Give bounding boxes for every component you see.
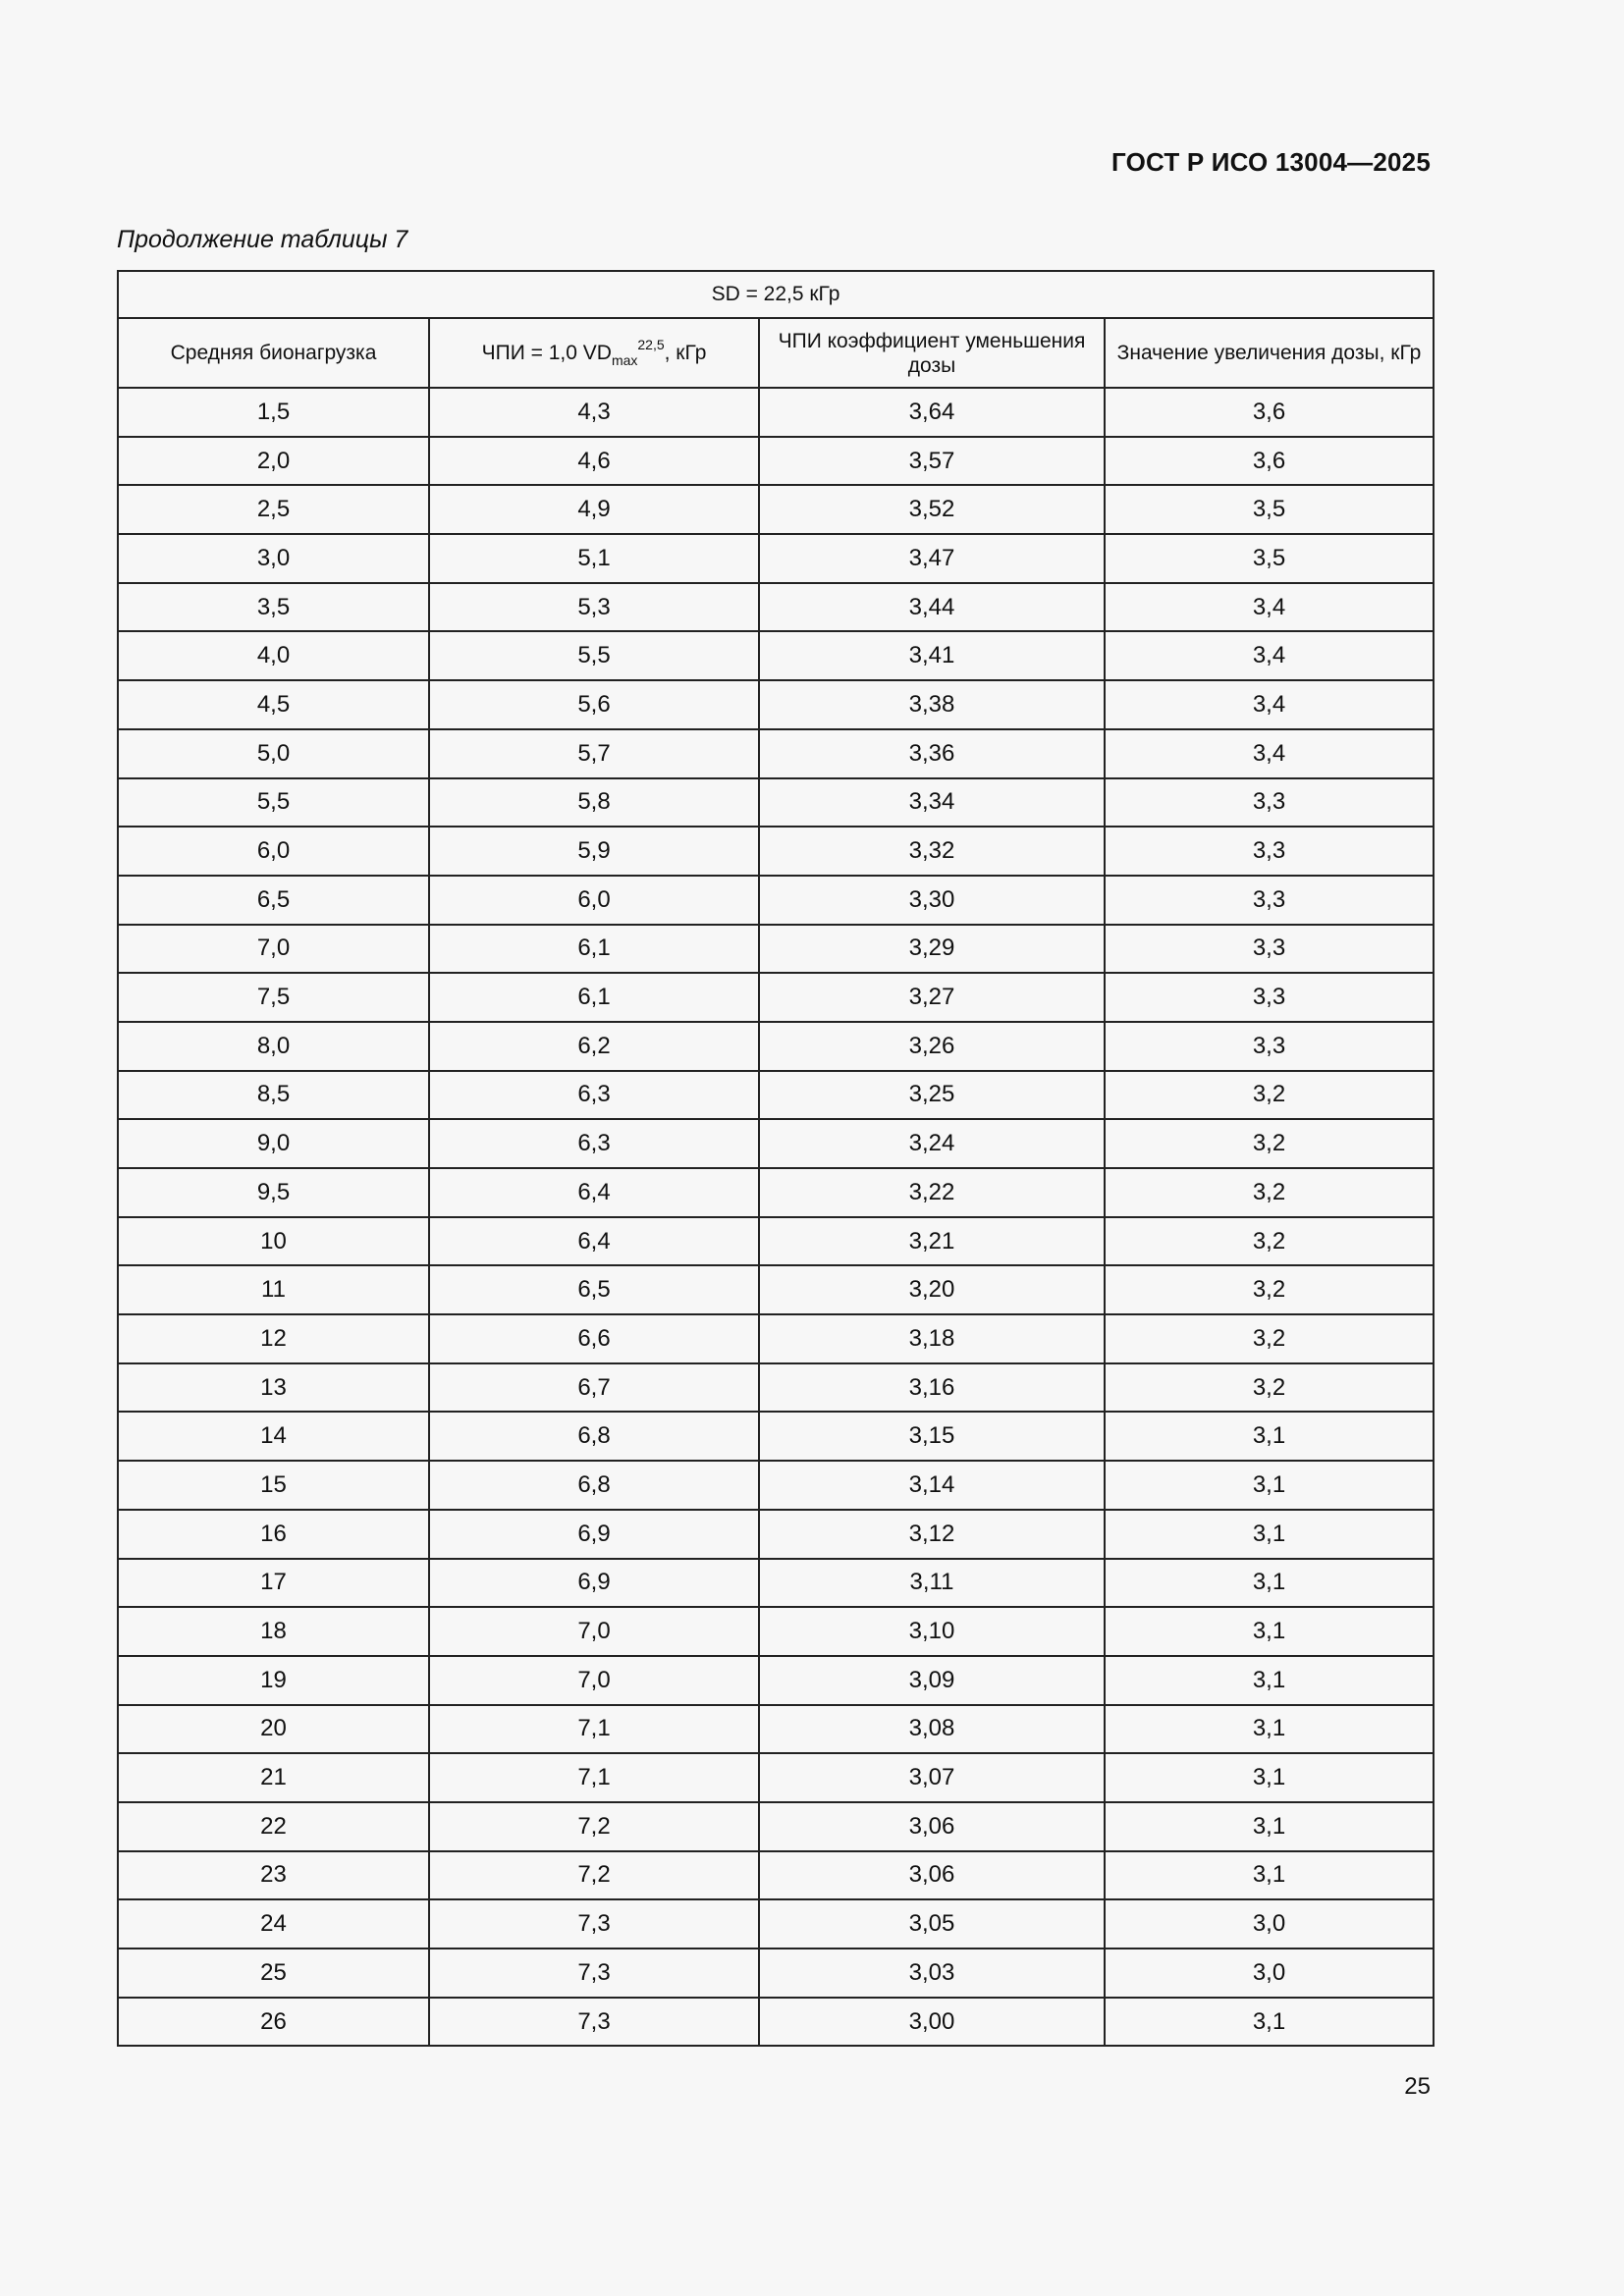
table-row [118, 1851, 1434, 1900]
cell-bioburden: 5,0 [118, 729, 429, 778]
cell-vd-max: 6,1 [429, 925, 759, 974]
cell-dose-increment: 3,5 [1105, 534, 1434, 583]
cell-reduction-factor: 3,15 [759, 1412, 1105, 1461]
cell-vd-max: 6,8 [429, 1461, 759, 1510]
table-row [118, 827, 1434, 876]
cell-bioburden: 9,5 [118, 1168, 429, 1217]
cell-dose-increment: 3,1 [1105, 1461, 1434, 1510]
column-header-row [118, 318, 1434, 388]
table-row [118, 925, 1434, 974]
table-row [118, 876, 1434, 925]
cell-dose-increment: 3,3 [1105, 1022, 1434, 1071]
vd-max-superscript: 22,5 [637, 337, 665, 352]
cell-reduction-factor: 3,38 [759, 680, 1105, 729]
cell-reduction-factor: 3,16 [759, 1363, 1105, 1413]
page-number: 25 [1404, 2073, 1431, 2100]
cell-vd-max: 5,6 [429, 680, 759, 729]
cell-reduction-factor: 3,07 [759, 1753, 1105, 1802]
cell-reduction-factor: 3,18 [759, 1314, 1105, 1363]
cell-reduction-factor: 3,30 [759, 876, 1105, 925]
cell-bioburden: 10 [118, 1217, 429, 1266]
cell-vd-max: 7,1 [429, 1753, 759, 1802]
table-row [118, 388, 1434, 437]
table-caption: Продолжение таблицы 7 [117, 226, 408, 253]
table-row [118, 1899, 1434, 1949]
cell-vd-max: 6,9 [429, 1559, 759, 1608]
cell-dose-increment: 3,3 [1105, 827, 1434, 876]
cell-dose-increment: 3,6 [1105, 437, 1434, 486]
cell-bioburden: 23 [118, 1851, 429, 1900]
cell-bioburden: 11 [118, 1265, 429, 1314]
cell-reduction-factor: 3,10 [759, 1607, 1105, 1656]
cell-reduction-factor: 3,03 [759, 1949, 1105, 1998]
cell-dose-increment: 3,2 [1105, 1265, 1434, 1314]
cell-vd-max: 6,3 [429, 1119, 759, 1168]
table-row [118, 1705, 1434, 1754]
cell-dose-increment: 3,1 [1105, 1753, 1434, 1802]
cell-reduction-factor: 3,34 [759, 778, 1105, 828]
cell-dose-increment: 3,3 [1105, 876, 1434, 925]
table-row [118, 1656, 1434, 1705]
document-code: ГОСТ Р ИСО 13004—2025 [1110, 147, 1431, 177]
cell-reduction-factor: 3,32 [759, 827, 1105, 876]
table-row [118, 583, 1434, 632]
table-row [118, 1753, 1434, 1802]
cell-vd-max: 4,9 [429, 485, 759, 534]
cell-bioburden: 3,5 [118, 583, 429, 632]
table-body [118, 388, 1434, 2046]
cell-reduction-factor: 3,64 [759, 388, 1105, 437]
cell-reduction-factor: 3,44 [759, 583, 1105, 632]
cell-dose-increment: 3,4 [1105, 729, 1434, 778]
vd-max-subscript: max [611, 352, 638, 368]
cell-reduction-factor: 3,12 [759, 1510, 1105, 1559]
table-row [118, 1363, 1434, 1413]
cell-vd-max: 5,9 [429, 827, 759, 876]
cell-reduction-factor: 3,06 [759, 1802, 1105, 1851]
table-row [118, 1022, 1434, 1071]
cell-dose-increment: 3,0 [1105, 1899, 1434, 1949]
cell-reduction-factor: 3,00 [759, 1998, 1105, 2047]
cell-dose-increment: 3,2 [1105, 1314, 1434, 1363]
cell-reduction-factor: 3,08 [759, 1705, 1105, 1754]
cell-vd-max: 6,4 [429, 1217, 759, 1266]
cell-dose-increment: 3,6 [1105, 388, 1434, 437]
table-row [118, 631, 1434, 680]
table-row [118, 1314, 1434, 1363]
cell-bioburden: 2,5 [118, 485, 429, 534]
cell-bioburden: 26 [118, 1998, 429, 2047]
cell-dose-increment: 3,1 [1105, 1851, 1434, 1900]
cell-reduction-factor: 3,25 [759, 1071, 1105, 1120]
column-header-vd-max [429, 318, 759, 388]
cell-dose-increment: 3,5 [1105, 485, 1434, 534]
cell-dose-increment: 3,1 [1105, 1802, 1434, 1851]
cell-bioburden: 14 [118, 1412, 429, 1461]
cell-vd-max: 5,5 [429, 631, 759, 680]
table-row [118, 1802, 1434, 1851]
cell-dose-increment: 3,2 [1105, 1119, 1434, 1168]
cell-bioburden: 8,5 [118, 1071, 429, 1120]
cell-vd-max: 7,0 [429, 1656, 759, 1705]
cell-bioburden: 6,0 [118, 827, 429, 876]
cell-vd-max: 7,2 [429, 1802, 759, 1851]
cell-bioburden: 19 [118, 1656, 429, 1705]
column-header-bioburden: Средняя бионагрузка [118, 318, 429, 388]
cell-vd-max: 4,6 [429, 437, 759, 486]
cell-dose-increment: 3,1 [1105, 1656, 1434, 1705]
cell-dose-increment: 3,4 [1105, 583, 1434, 632]
cell-reduction-factor: 3,09 [759, 1656, 1105, 1705]
cell-vd-max: 6,7 [429, 1363, 759, 1413]
cell-reduction-factor: 3,27 [759, 973, 1105, 1022]
cell-reduction-factor: 3,47 [759, 534, 1105, 583]
cell-vd-max: 6,4 [429, 1168, 759, 1217]
table-row [118, 1119, 1434, 1168]
cell-reduction-factor: 3,36 [759, 729, 1105, 778]
vd-max-suffix: , кГр [664, 342, 707, 364]
cell-dose-increment: 3,0 [1105, 1949, 1434, 1998]
cell-dose-increment: 3,1 [1105, 1559, 1434, 1608]
cell-bioburden: 5,5 [118, 778, 429, 828]
cell-bioburden: 16 [118, 1510, 429, 1559]
cell-vd-max: 7,3 [429, 1998, 759, 2047]
cell-bioburden: 1,5 [118, 388, 429, 437]
cell-bioburden: 3,0 [118, 534, 429, 583]
cell-vd-max: 4,3 [429, 388, 759, 437]
cell-vd-max: 6,5 [429, 1265, 759, 1314]
cell-vd-max: 6,1 [429, 973, 759, 1022]
cell-dose-increment: 3,3 [1105, 778, 1434, 828]
cell-bioburden: 18 [118, 1607, 429, 1656]
cell-bioburden: 17 [118, 1559, 429, 1608]
cell-vd-max: 6,6 [429, 1314, 759, 1363]
cell-vd-max: 7,3 [429, 1899, 759, 1949]
cell-reduction-factor: 3,26 [759, 1022, 1105, 1071]
table-row [118, 437, 1434, 486]
cell-reduction-factor: 3,29 [759, 925, 1105, 974]
cell-reduction-factor: 3,52 [759, 485, 1105, 534]
cell-dose-increment: 3,2 [1105, 1217, 1434, 1266]
table-row [118, 1949, 1434, 1998]
cell-dose-increment: 3,2 [1105, 1071, 1434, 1120]
cell-bioburden: 9,0 [118, 1119, 429, 1168]
cell-vd-max: 5,1 [429, 534, 759, 583]
cell-vd-max: 5,3 [429, 583, 759, 632]
table-row [118, 1217, 1434, 1266]
cell-vd-max: 5,7 [429, 729, 759, 778]
column-header-reduction-factor: ЧПИ коэффициент уменьшения дозы [759, 318, 1105, 388]
cell-bioburden: 4,5 [118, 680, 429, 729]
cell-vd-max: 7,1 [429, 1705, 759, 1754]
cell-bioburden: 8,0 [118, 1022, 429, 1071]
cell-bioburden: 2,0 [118, 437, 429, 486]
cell-reduction-factor: 3,14 [759, 1461, 1105, 1510]
table-row [118, 1461, 1434, 1510]
cell-bioburden: 25 [118, 1949, 429, 1998]
sd-title: SD = 22,5 кГр [118, 271, 1434, 318]
table-row [118, 778, 1434, 828]
cell-dose-increment: 3,2 [1105, 1363, 1434, 1413]
table-row [118, 1559, 1434, 1608]
cell-bioburden: 20 [118, 1705, 429, 1754]
cell-bioburden: 4,0 [118, 631, 429, 680]
table-row [118, 973, 1434, 1022]
table-row [118, 1265, 1434, 1314]
table-row [118, 1412, 1434, 1461]
cell-reduction-factor: 3,11 [759, 1559, 1105, 1608]
cell-bioburden: 6,5 [118, 876, 429, 925]
column-header-dose-increment: Значение увеличения дозы, кГр [1105, 318, 1434, 388]
data-table [117, 270, 1435, 2047]
sd-title-row [118, 271, 1434, 318]
cell-bioburden: 22 [118, 1802, 429, 1851]
cell-vd-max: 7,3 [429, 1949, 759, 1998]
cell-vd-max: 6,0 [429, 876, 759, 925]
cell-dose-increment: 3,1 [1105, 1998, 1434, 2047]
cell-dose-increment: 3,4 [1105, 680, 1434, 729]
cell-bioburden: 7,0 [118, 925, 429, 974]
cell-reduction-factor: 3,41 [759, 631, 1105, 680]
table-row [118, 729, 1434, 778]
cell-reduction-factor: 3,21 [759, 1217, 1105, 1266]
cell-vd-max: 6,3 [429, 1071, 759, 1120]
cell-dose-increment: 3,4 [1105, 631, 1434, 680]
cell-bioburden: 15 [118, 1461, 429, 1510]
cell-vd-max: 5,8 [429, 778, 759, 828]
cell-reduction-factor: 3,20 [759, 1265, 1105, 1314]
table-row [118, 680, 1434, 729]
table-row [118, 1607, 1434, 1656]
cell-dose-increment: 3,1 [1105, 1705, 1434, 1754]
table-row [118, 1168, 1434, 1217]
table-row [118, 1071, 1434, 1120]
table-row [118, 485, 1434, 534]
cell-bioburden: 12 [118, 1314, 429, 1363]
cell-bioburden: 13 [118, 1363, 429, 1413]
cell-dose-increment: 3,1 [1105, 1607, 1434, 1656]
table-row [118, 1510, 1434, 1559]
cell-dose-increment: 3,1 [1105, 1510, 1434, 1559]
cell-reduction-factor: 3,22 [759, 1168, 1105, 1217]
cell-dose-increment: 3,3 [1105, 925, 1434, 974]
cell-vd-max: 6,9 [429, 1510, 759, 1559]
table-row [118, 1998, 1434, 2047]
cell-vd-max: 6,2 [429, 1022, 759, 1071]
cell-dose-increment: 3,1 [1105, 1412, 1434, 1461]
cell-dose-increment: 3,2 [1105, 1168, 1434, 1217]
cell-vd-max: 7,2 [429, 1851, 759, 1900]
cell-bioburden: 21 [118, 1753, 429, 1802]
cell-bioburden: 24 [118, 1899, 429, 1949]
cell-reduction-factor: 3,24 [759, 1119, 1105, 1168]
cell-reduction-factor: 3,05 [759, 1899, 1105, 1949]
cell-vd-max: 6,8 [429, 1412, 759, 1461]
cell-reduction-factor: 3,06 [759, 1851, 1105, 1900]
table-row [118, 534, 1434, 583]
vd-max-prefix: ЧПИ = 1,0 VD [481, 342, 612, 364]
cell-dose-increment: 3,3 [1105, 973, 1434, 1022]
cell-vd-max: 7,0 [429, 1607, 759, 1656]
cell-reduction-factor: 3,57 [759, 437, 1105, 486]
cell-bioburden: 7,5 [118, 973, 429, 1022]
